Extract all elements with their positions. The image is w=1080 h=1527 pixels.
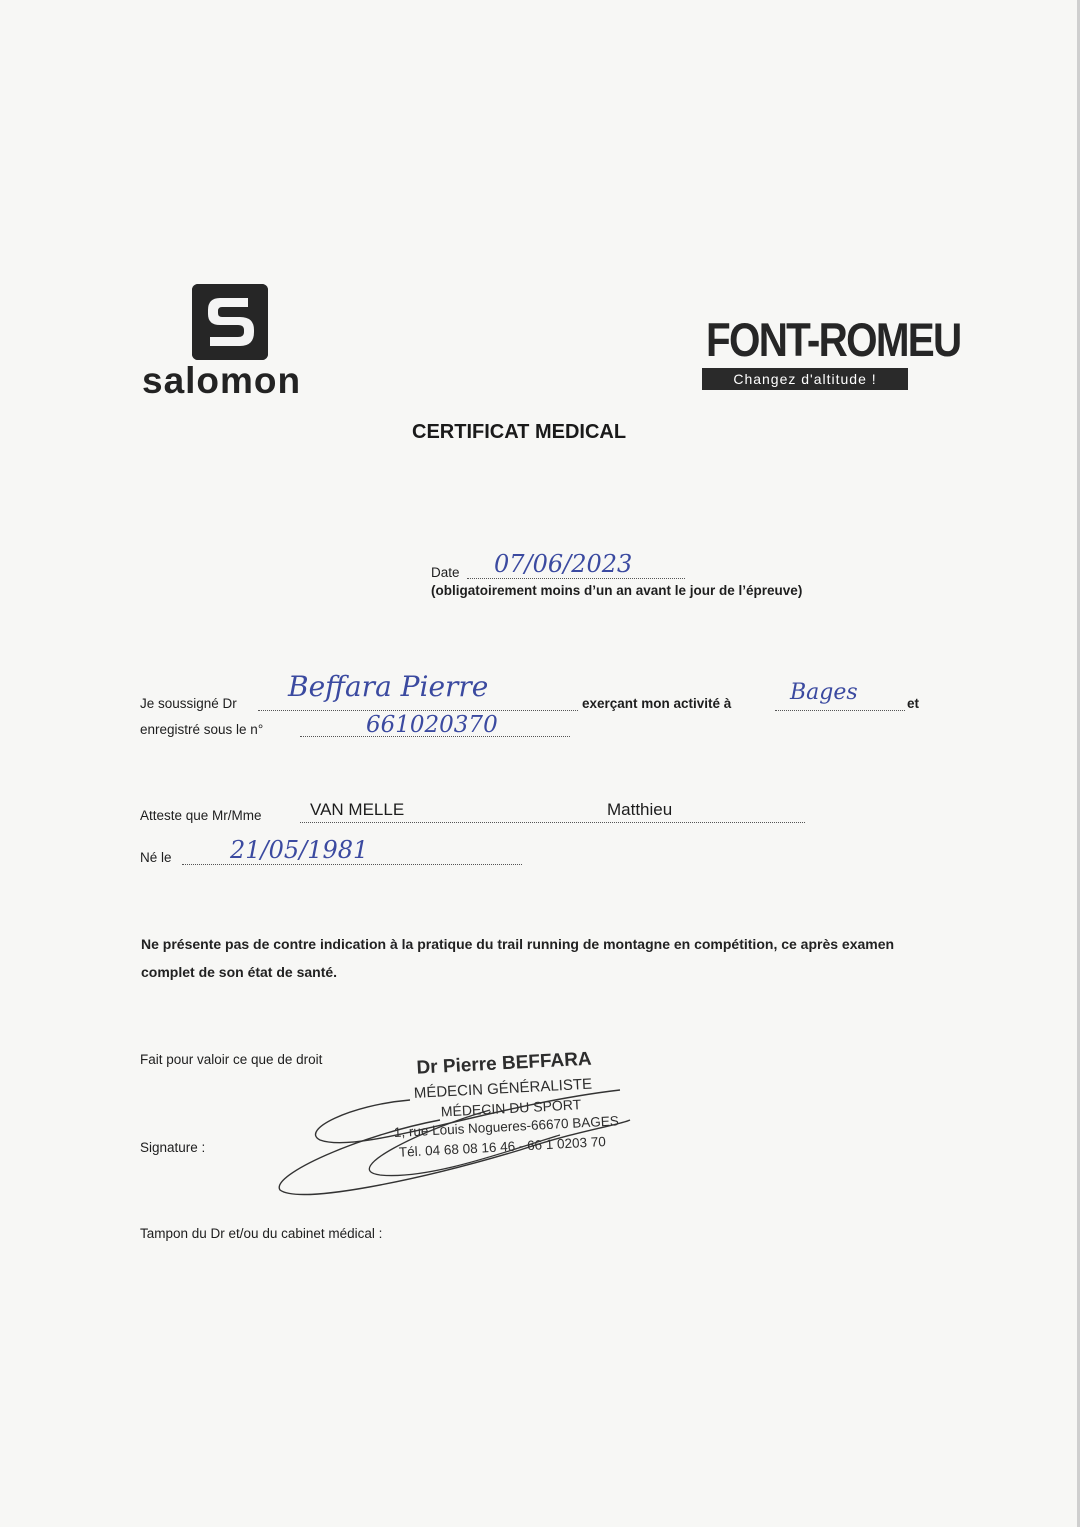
- date-dotted-line: [467, 578, 685, 579]
- fontromeu-wordmark: FONT-ROMEU: [706, 313, 961, 366]
- stamp-line1: MÉDECIN GÉNÉRALISTE: [413, 1075, 593, 1102]
- registered-label: enregistré sous le n°: [140, 722, 264, 737]
- date-value: 07/06/2023: [494, 550, 633, 578]
- et-label: et: [907, 696, 920, 711]
- salomon-wordmark: salomon: [142, 360, 302, 401]
- patient-dotted-line: [300, 822, 805, 823]
- statement-part2: , ce après examen complet de son état de santé.: [141, 936, 895, 980]
- stamp-name: Dr Pierre BEFFARA: [415, 1048, 593, 1079]
- patient-label: Atteste que Mr/Mme: [140, 808, 262, 823]
- born-value: 21/05/1981: [230, 836, 369, 864]
- activity-place: Bages: [790, 680, 858, 705]
- fontromeu-tagline: Changez d'altitude !: [702, 368, 908, 390]
- patient-first-name: Matthieu: [607, 800, 673, 819]
- signature-scribble: [260, 1080, 680, 1210]
- doctor-dotted-line: [258, 710, 578, 711]
- activity-label: exerçant mon activité à: [582, 696, 732, 711]
- salomon-s-icon: [192, 284, 268, 360]
- date-label: Date: [431, 565, 460, 580]
- stamp-phone: Tél. 04 68 08 16 46 - 66 1 0203 70: [398, 1133, 607, 1160]
- statement-part1: Ne présente pas de contre indication à la pratique du: [141, 936, 498, 952]
- statement-bold: trail running de montagne en compétition: [497, 936, 774, 952]
- stamp-line2: MÉDECIN DU SPORT: [440, 1096, 582, 1120]
- fait-label: Fait pour valoir ce que de droit: [140, 1052, 323, 1067]
- medical-statement: [141, 930, 931, 986]
- doctor-name: Beffara Pierre: [288, 670, 489, 703]
- document-title: CERTIFICAT MEDICAL: [412, 421, 627, 443]
- signature-label: Signature :: [140, 1140, 206, 1155]
- date-note: (obligatoirement moins d’un an avant le jour de l’épreuve): [431, 583, 803, 598]
- activity-dotted-line: [775, 710, 905, 711]
- born-dotted-line: [182, 864, 522, 865]
- salomon-logo-mark: [192, 284, 268, 360]
- born-label: Né le: [140, 850, 172, 865]
- patient-last-name: VAN MELLE: [310, 800, 405, 819]
- registered-number: 661020370: [366, 712, 498, 738]
- tampon-label: Tampon du Dr et/ou du cabinet médical :: [140, 1226, 383, 1241]
- doctor-label: Je soussigné Dr: [140, 696, 237, 711]
- stamp-address: 1, rue Louis Nogueres-66670 BAGES: [393, 1113, 620, 1141]
